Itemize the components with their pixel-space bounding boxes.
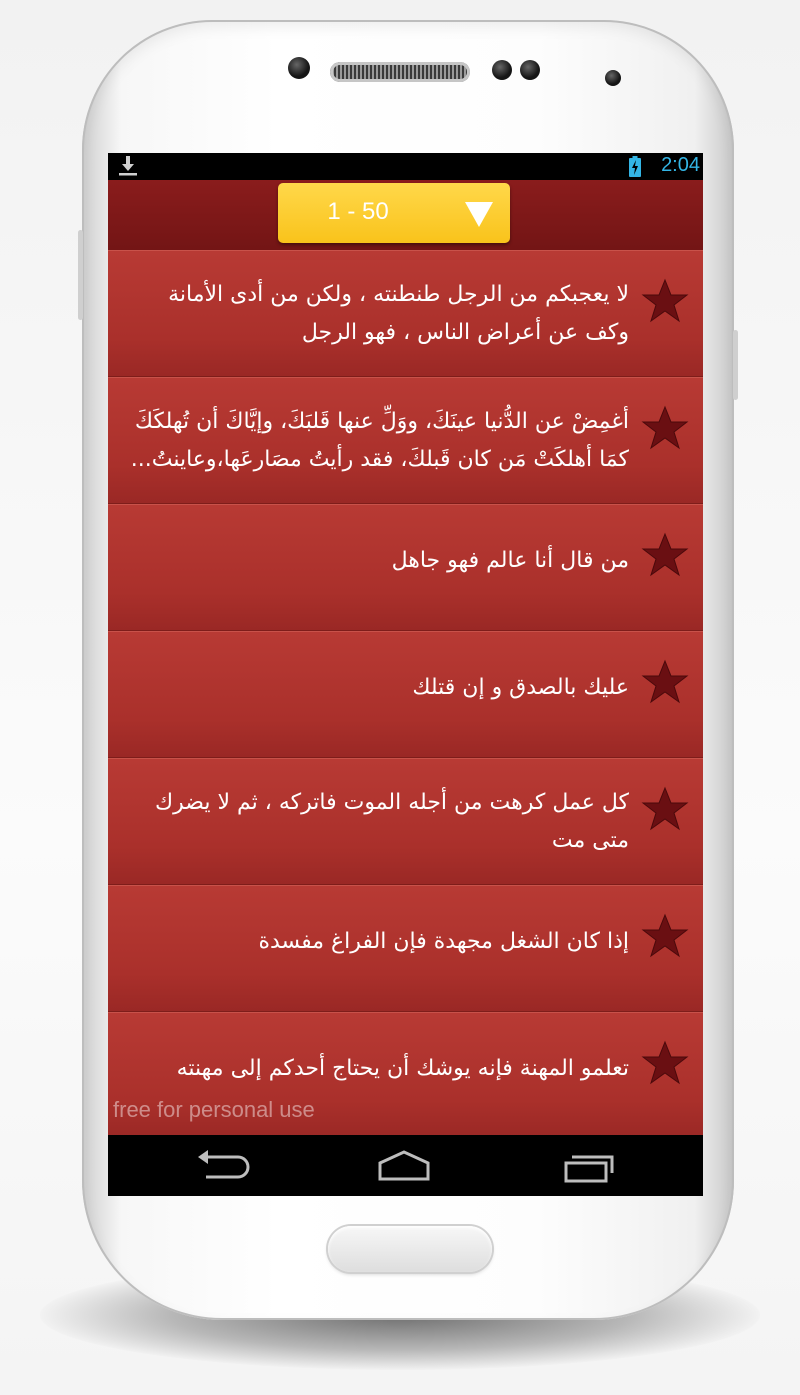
earpiece-speaker (330, 62, 470, 82)
list-item[interactable] (108, 377, 703, 504)
list-item[interactable] (108, 885, 703, 1012)
power-button (733, 330, 738, 400)
led-indicator (605, 70, 621, 86)
star-icon[interactable] (641, 1040, 689, 1086)
quote-line: كمَا أهلكَتْ مَن كان قَبلكَ، فقد رأيتُ مصَارعَها،وعاينتُ... (130, 446, 629, 472)
quote-line: تعلمو المهنة فإنه يوشك أن يحتاج أحدكم إلى مهنته (176, 1055, 629, 1081)
range-label: 1 - 50 (327, 198, 389, 225)
list-item[interactable] (108, 504, 703, 631)
quote-line: وكف عن أعراض الناس ، فهو الرجل (301, 319, 629, 345)
quote-line: أغمِضْ عن الدُّنيا عينَكَ، ووَلِّ عنها قَلبَكَ، وإيَّاكَ أن تُهلكَكَ (134, 408, 629, 434)
star-icon[interactable] (641, 913, 689, 959)
light-sensor (520, 60, 540, 80)
status-clock: 2:04 (661, 154, 700, 176)
list-item[interactable] (108, 758, 703, 885)
navigation-bar (108, 1135, 703, 1196)
triangle-down-icon (464, 200, 494, 228)
quote-line: من قال أنا عالم فهو جاهل (391, 547, 629, 573)
list-item[interactable] (108, 631, 703, 758)
status-bar (108, 153, 703, 180)
back-icon[interactable] (194, 1149, 254, 1183)
quote-line: كل عمل كرهت من أجله الموت فاتركه ، ثم لا يضرك (155, 789, 629, 815)
proximity-sensor (492, 60, 512, 80)
star-icon[interactable] (641, 278, 689, 324)
hardware-home-button[interactable] (328, 1226, 492, 1272)
quote-line: إذا كان الشغل مجهدة فإن الفراغ مفسدة (258, 928, 629, 954)
quote-list[interactable] (108, 250, 703, 1135)
range-dropdown[interactable] (278, 183, 510, 243)
front-camera (288, 57, 310, 79)
app-header (108, 180, 703, 250)
download-icon (118, 155, 138, 177)
quote-line: عليك بالصدق و إن قتلك (412, 674, 629, 700)
home-icon[interactable] (374, 1149, 434, 1183)
phone-screen (108, 153, 703, 1196)
recent-apps-icon[interactable] (560, 1149, 620, 1183)
star-icon[interactable] (641, 405, 689, 451)
list-item[interactable] (108, 250, 703, 377)
quote-line: لا يعجبكم من الرجل طنطنته ، ولكن من أدى الأمانة (168, 281, 629, 307)
star-icon[interactable] (641, 659, 689, 705)
watermark-text: free for personal use (113, 1097, 315, 1122)
star-icon[interactable] (641, 532, 689, 578)
quote-line: متى مت (551, 827, 629, 853)
volume-button (78, 230, 83, 320)
star-icon[interactable] (641, 786, 689, 832)
battery-charging-icon (629, 156, 641, 177)
